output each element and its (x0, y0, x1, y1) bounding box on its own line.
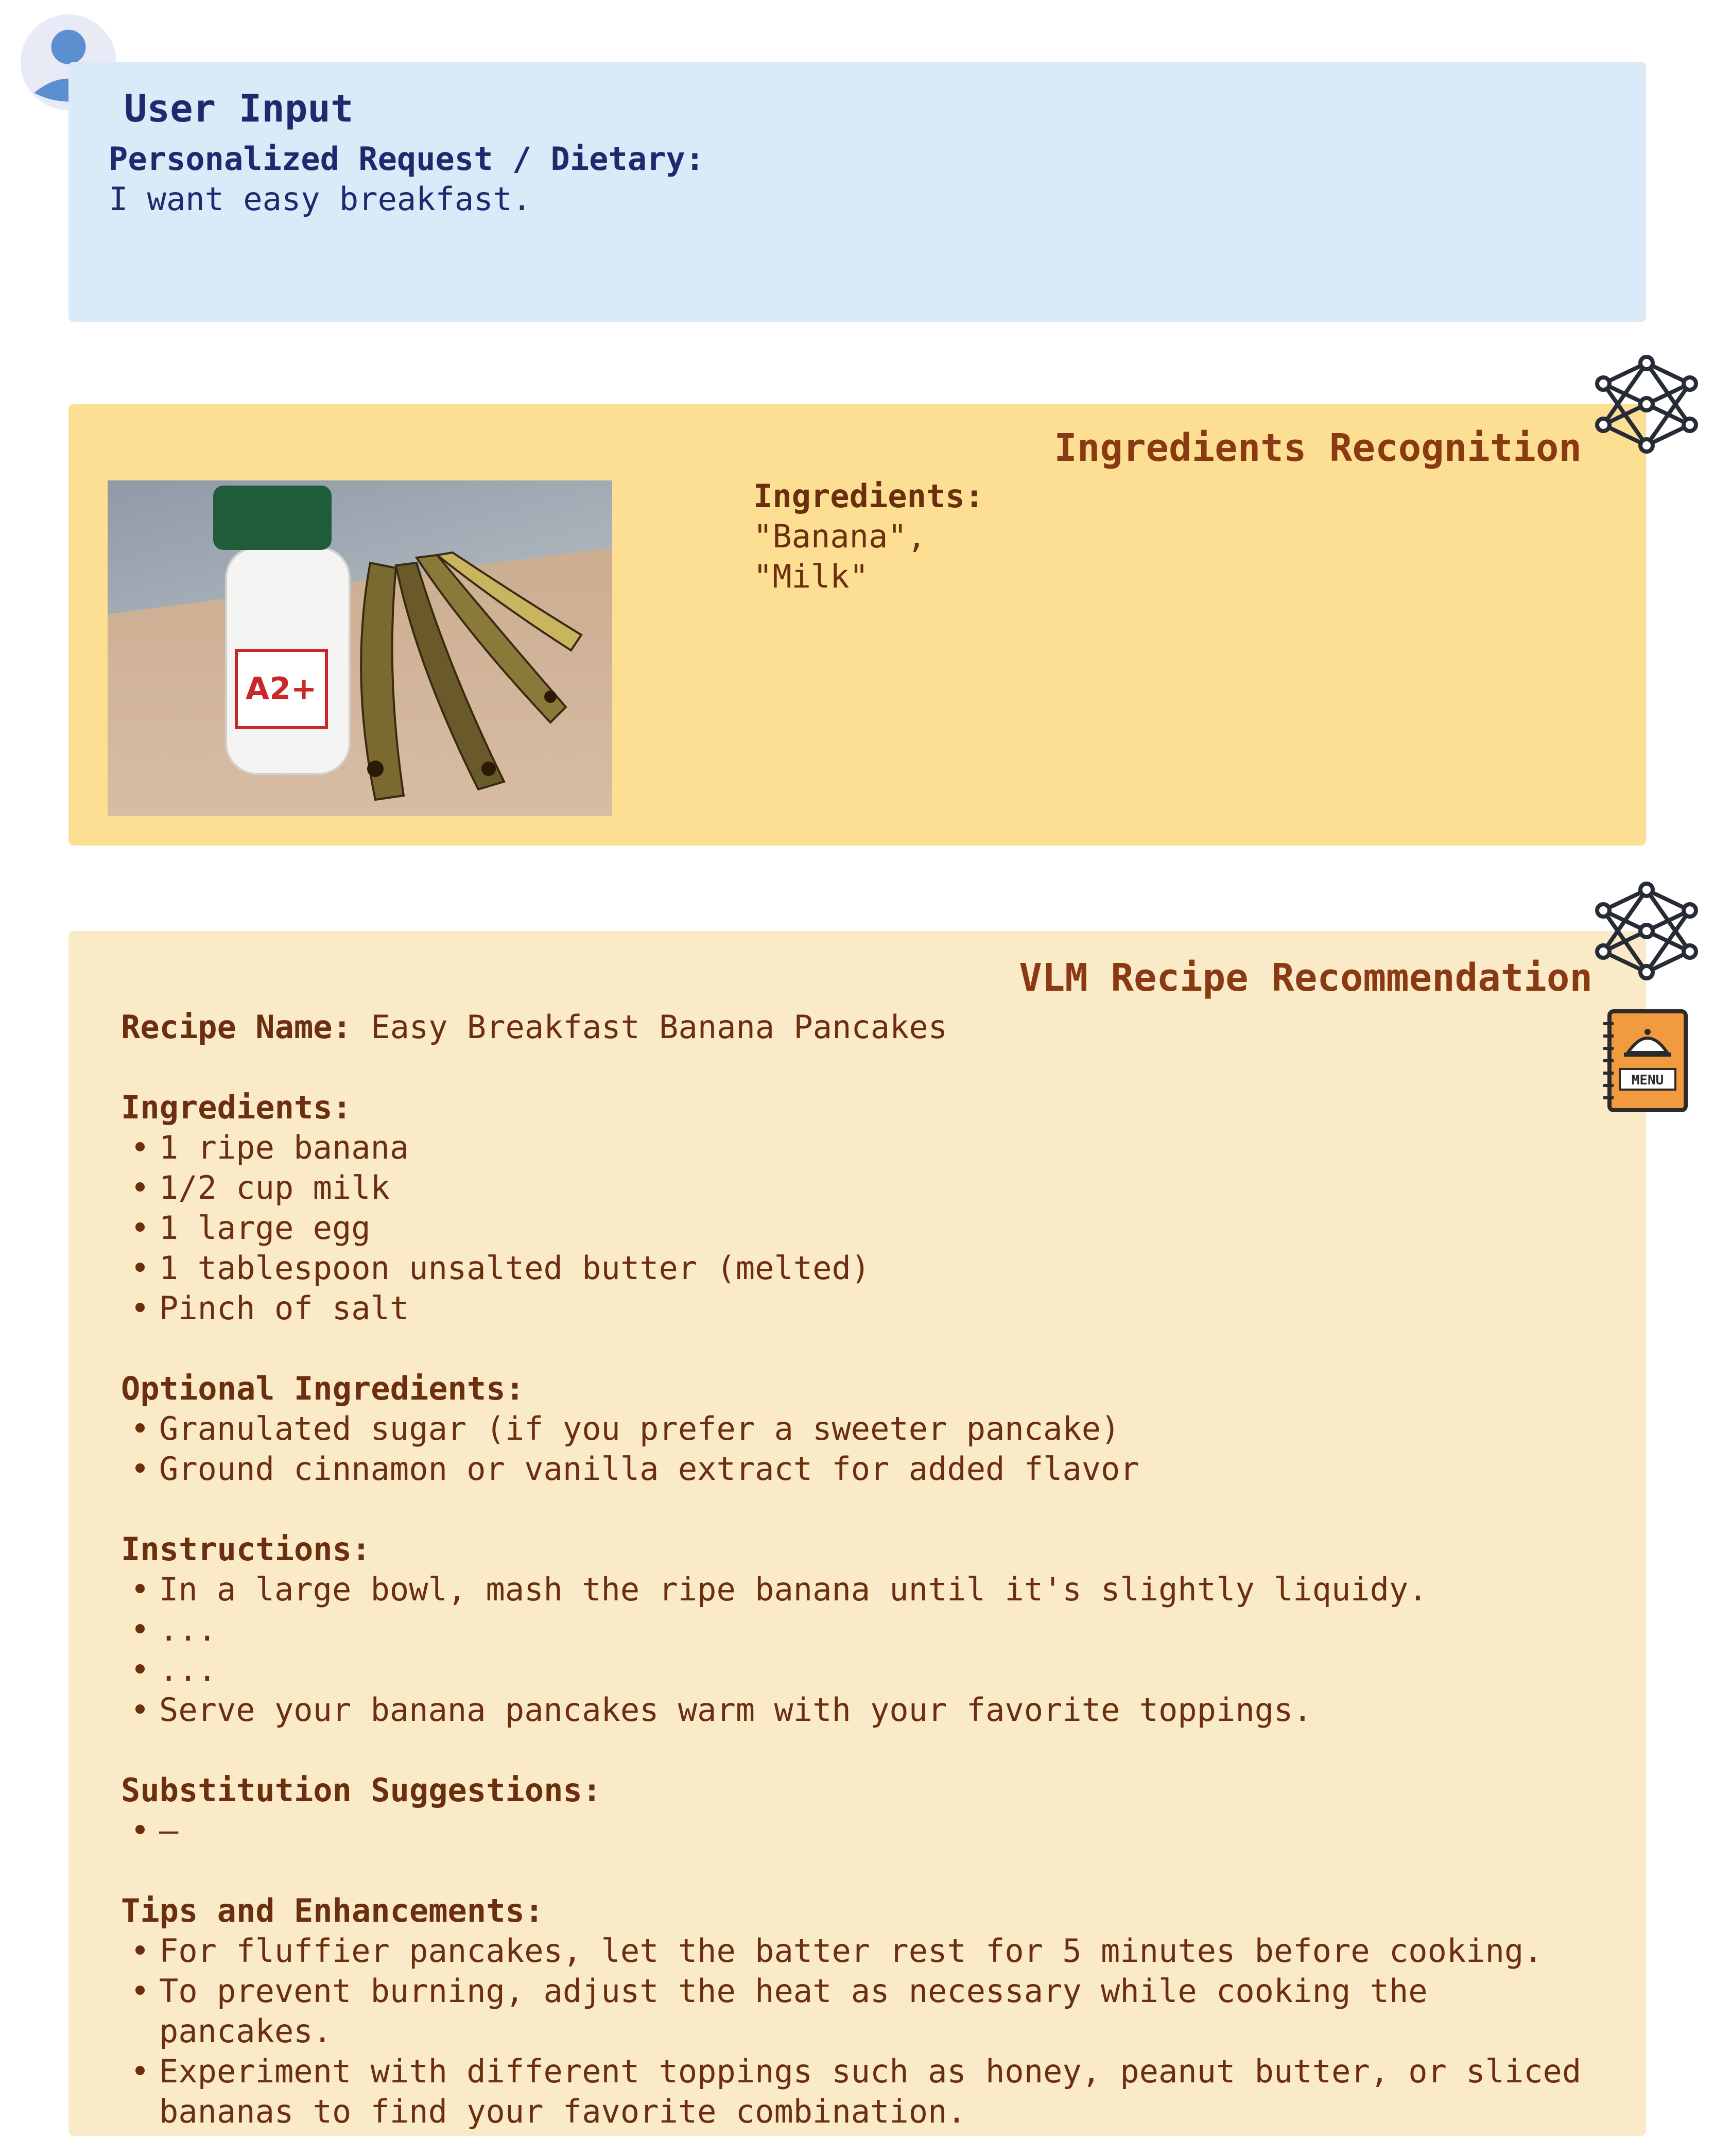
recognition-title: Ingredients Recognition (1054, 426, 1582, 470)
bullet-icon: • (130, 1450, 150, 1488)
bullet-icon: • (130, 1249, 150, 1287)
list-item-text: – (159, 1812, 179, 1849)
list-item-text: Pinch of salt (159, 1289, 409, 1327)
recognized-ingredient: "Milk" (753, 558, 869, 595)
list-item (121, 1409, 1614, 1449)
list-item-text: 1 tablespoon unsalted butter (melted) (159, 1249, 871, 1287)
tips-label: Tips and Enhancements: (121, 1892, 544, 1929)
list-item (121, 1168, 1614, 1208)
bullet-icon: • (130, 1410, 150, 1447)
list-item-text: Experiment with different toppings such as honey, peanut butter, or sliced bananas to find your favorite combination. (159, 2052, 1582, 2130)
neural-network-icon (1595, 879, 1698, 982)
list-item-text: 1 ripe banana (159, 1129, 409, 1166)
recognized-ingredient: "Banana", (753, 518, 926, 555)
list-item (121, 1288, 1614, 1329)
instructions-label: Instructions: (121, 1530, 371, 1568)
list-item (121, 1610, 1614, 1650)
user-input-title: User Input (124, 87, 354, 131)
recipe-name-label: Recipe Name: (121, 1008, 352, 1046)
list-item-text: In a large bowl, mash the ripe banana until it's slightly liquidy. (159, 1571, 1428, 1608)
list-item (121, 1208, 1614, 1248)
ingredients-recognition-panel (68, 404, 1646, 846)
ingredients-label: Ingredients: (121, 1089, 352, 1126)
user-input-panel (68, 62, 1646, 322)
list-item-text: 1/2 cup milk (159, 1169, 390, 1206)
bullet-icon: • (130, 1651, 150, 1688)
ingredients-photo (108, 480, 612, 816)
list-item (121, 1569, 1614, 1610)
neural-network-icon (1595, 353, 1698, 456)
bullet-icon: • (130, 1932, 150, 1970)
optional-ingredients-label: Optional Ingredients: (121, 1370, 525, 1407)
menu-icon-text: MENU (1631, 1073, 1664, 1088)
bullet-icon: • (130, 1209, 150, 1247)
recipe-title: VLM Recipe Recommendation (1019, 956, 1592, 1000)
bullet-icon: • (130, 1691, 150, 1729)
bullet-icon: • (130, 1972, 150, 2010)
recipe-name: Easy Breakfast Banana Pancakes (351, 1008, 948, 1046)
list-item-text: Ground cinnamon or vanilla extract for added flavor (159, 1450, 1139, 1488)
list-item (121, 1449, 1614, 1489)
bullet-icon: • (130, 1611, 150, 1648)
list-item-text: 1 large egg (159, 1209, 371, 1247)
request-label: Personalized Request / Dietary: (109, 140, 705, 178)
recipe-recommendation-panel (68, 931, 1646, 2136)
bullet-icon: • (130, 1129, 150, 1166)
bottle-label-text: A2+ (245, 671, 317, 707)
bullet-icon: • (130, 1289, 150, 1327)
request-text: I want easy breakfast. (109, 180, 532, 218)
list-item (121, 1931, 1614, 1971)
bullet-icon: • (130, 1169, 150, 1206)
list-item (121, 1248, 1614, 1288)
recipe-body (121, 1007, 1614, 2132)
recognized-ingredients (753, 476, 984, 597)
list-item (121, 1971, 1614, 2051)
recognized-ingredients-label: Ingredients: (753, 477, 984, 515)
list-item (121, 1690, 1614, 1730)
list-item-text: For fluffier pancakes, let the batter rest for 5 minutes before cooking. (159, 1932, 1543, 1970)
menu-book-icon (1601, 1009, 1689, 1114)
list-item-text: ... (159, 1651, 217, 1688)
list-item (121, 2051, 1614, 2132)
list-item-text: Granulated sugar (if you prefer a sweeter pancake) (159, 1410, 1120, 1447)
list-item (121, 1650, 1614, 1690)
substitution-label: Substitution Suggestions: (121, 1771, 602, 1809)
bullet-icon: • (130, 2052, 150, 2090)
list-item-text: Serve your banana pancakes warm with your favorite toppings. (159, 1691, 1312, 1729)
list-item (121, 1810, 1614, 1851)
list-item (121, 1128, 1614, 1168)
list-item-text: ... (159, 1611, 217, 1648)
list-item-text: To prevent burning, adjust the heat as necessary while cooking the pancakes. (159, 1972, 1428, 2050)
recipe-name-line (121, 1007, 1614, 1047)
bullet-icon: • (130, 1571, 150, 1608)
bullet-icon: • (130, 1812, 150, 1849)
